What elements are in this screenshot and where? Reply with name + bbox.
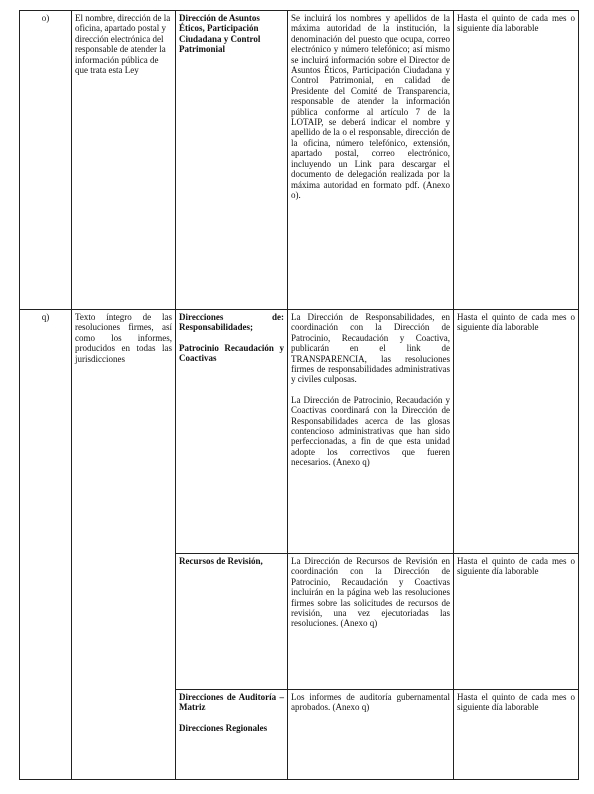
responsible-unit-line: Direcciones de Auditoría – Matriz: [179, 692, 284, 713]
item-detail: Se incluirá los nombres y apellidos de la máxima autoridad de la institución, la denominación del puesto que ocupa, correo electrónico y número telefónico; así mismo se incluirá información sobre el Director de Asuntos Éticos, Participación Ciudadana y Control Patrimonial, en calidad de Presidente del Comité de Transparencia, responsable de atender la información pública conforme al artículo 7 de la LOTAIP, se deberá indicar el nombre y apellido de la o el responsable, dirección de la oficina, número telefónico, extensión, apartado postal, correo electrónico, incluyendo un Link para descargar el documento de delegación realizada por la máxima autoridad en formato pdf. (Anexo o).: [288, 11, 454, 310]
table-row: [20, 11, 579, 310]
responsible-unit-line: Direcciones de: Responsabilidades;: [179, 312, 284, 333]
detail-paragraph: La Dirección de Responsabilidades, en coordinación con la Dirección de Patrocinio, Recaudación y Coactiva, publicarán en el link de TRANSPARENCIA, las resoluciones firmes de responsabilidades administrativas y civiles culposas.: [291, 312, 450, 385]
responsible-unit: [176, 310, 288, 554]
detail-paragraph: La Dirección de Patrocinio, Recaudación y Coactivas coordinará con la Dirección de Responsabilidades acerca de las glosas contencioso administrativas que han sido perfeccionadas, a fin de que esta unidad adopte los correctivos que fueren necesarios. (Anexo q): [291, 394, 450, 468]
deadline: Hasta el quinto de cada mes o siguiente día laborable: [454, 690, 579, 780]
item-letter: q): [20, 310, 72, 780]
item-detail: La Dirección de Recursos de Revisión en coordinación con la Dirección de Patrocinio, Recaudación y Coactivas incluirán en la página web las resoluciones firmes sobre las solicitudes de recursos de revisión, una vez ejecutoriadas las resoluciones. (Anexo q): [288, 554, 454, 690]
table-row: [20, 310, 579, 554]
deadline: Hasta el quinto de cada mes o siguiente día laborable: [454, 554, 579, 690]
item-detail: Los informes de auditoría gubernamental aprobados. (Anexo q): [288, 690, 454, 780]
deadline: Hasta el quinto de cada mes o siguiente día laborable: [454, 11, 579, 310]
item-description: Texto íntegro de las resoluciones firmes, así como los informes, producidos en todas las jurisdicciones: [72, 310, 176, 780]
item-description: El nombre, dirección de la oficina, apartado postal y dirección electrónica del responsable de atender la información pública de que trata esta Ley: [72, 11, 176, 310]
deadline: Hasta el quinto de cada mes o siguiente día laborable: [454, 310, 579, 554]
responsible-unit-line: Patrocinio Recaudación y Coactivas: [179, 342, 284, 364]
responsible-unit: [176, 690, 288, 780]
item-letter: o): [20, 11, 72, 310]
responsible-unit-line: Direcciones Regionales: [179, 722, 268, 733]
responsible-unit: Recursos de Revisión,: [176, 554, 288, 690]
document-table: [19, 10, 579, 780]
responsible-unit: Dirección de Asuntos Éticos, Participación Ciudadana y Control Patrimonial: [176, 11, 288, 310]
item-detail: [288, 310, 454, 554]
